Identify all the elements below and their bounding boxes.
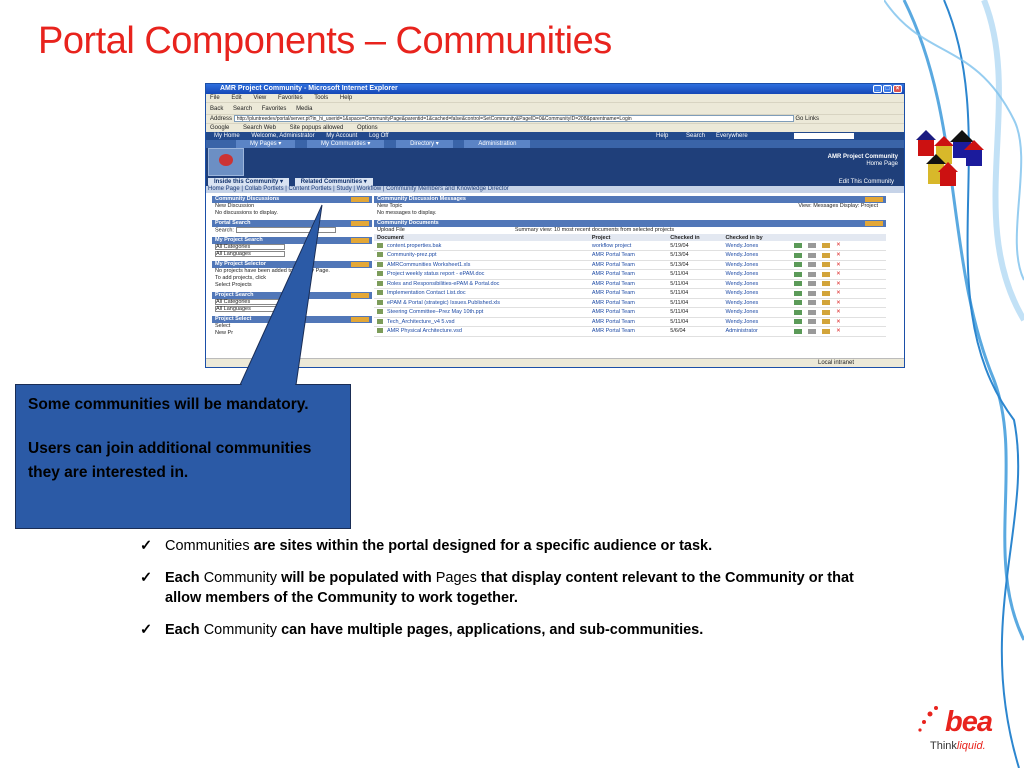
checkmark-icon: ✓ (140, 538, 153, 554)
document-name-cell[interactable]: ePAM & Portal (strategic) Issues.Published.xls (374, 298, 589, 308)
checked-in-by-cell[interactable]: Administrator (722, 327, 791, 337)
portlet-head: My Project Selector (212, 261, 372, 268)
bullet-text: Communities (165, 538, 250, 554)
document-name-cell[interactable]: Tech_Architecture_v4 5.vsd (374, 317, 589, 327)
bullet-text: are sites within the portal designed for a specific audience or task. (249, 538, 713, 554)
document-name-cell[interactable]: Implementation Contact List.doc (374, 289, 589, 299)
column-header[interactable]: Checked in by (722, 234, 791, 241)
delete-icon[interactable]: ✕ (836, 309, 841, 316)
edit-community-link[interactable]: Edit This Community (838, 179, 894, 185)
document-name-cell[interactable]: content.properties.bak (374, 241, 589, 251)
checked-in-cell: 5/13/04 (667, 251, 722, 261)
bea-tagline: Thinkliquid. (930, 740, 986, 752)
portlet-head: Portal Search (212, 220, 372, 227)
messages-portlet-head: Community Discussion Messages (374, 196, 886, 203)
document-name-cell[interactable]: AMR Physical Architecture.vsd (374, 327, 589, 337)
project-cell[interactable]: AMR Portal Team (589, 317, 667, 327)
column-header[interactable]: Project (589, 234, 667, 241)
project-cell[interactable]: AMR Portal Team (589, 251, 667, 261)
documents-portlet-head: Community Documents (374, 220, 886, 227)
checked-in-cell: 5/6/04 (667, 327, 722, 337)
bullet-text: Community (199, 622, 282, 638)
category-select[interactable]: All Categories (215, 299, 285, 305)
project-cell[interactable]: AMR Portal Team (589, 279, 667, 289)
checked-in-by-cell[interactable]: Wendy.Jones (722, 270, 791, 280)
project-cell[interactable]: AMR Portal Team (589, 308, 667, 318)
select-projects-link[interactable]: Select Projects (215, 282, 252, 288)
delete-icon[interactable]: ✕ (836, 328, 841, 335)
project-cell[interactable]: AMR Portal Team (589, 270, 667, 280)
document-name-cell[interactable]: Project weekly status report - ePAM.doc (374, 270, 589, 280)
community-name: AMR Project Community (827, 154, 898, 160)
status-zone: Local intranet (818, 360, 855, 366)
checked-in-cell: 5/11/04 (667, 308, 722, 318)
community-page-name: Home Page (866, 161, 898, 167)
checked-in-cell: 5/11/04 (667, 298, 722, 308)
no-messages-text: No messages to display. (377, 210, 437, 216)
bullet-text: can have multiple pages, applications, and sub-communities. (281, 622, 704, 638)
column-header[interactable]: Checked in (667, 234, 722, 241)
go-button[interactable]: Go (795, 116, 804, 123)
no-discussions-text: No discussions to display. (215, 210, 278, 216)
delete-icon[interactable]: ✕ (836, 252, 841, 259)
menu-help[interactable]: Help (339, 95, 353, 101)
portlet-head: Community Discussions (212, 196, 372, 203)
bullet-item (140, 620, 880, 640)
delete-icon[interactable]: ✕ (836, 299, 841, 306)
bullet-list (140, 536, 880, 652)
delete-icon[interactable]: ✕ (836, 318, 841, 325)
new-discussion-link[interactable]: New Discussion (215, 203, 255, 209)
document-name-cell[interactable]: Steering Committee–Prez May 10th.ppt (374, 308, 589, 318)
project-cell[interactable]: AMR Portal Team (589, 327, 667, 337)
column-header[interactable]: Document (374, 234, 589, 241)
delete-icon[interactable]: ✕ (836, 242, 841, 249)
checked-in-cell: 5/13/04 (667, 260, 722, 270)
welcome-text: Welcome, Administrator (251, 133, 315, 139)
google-logo: Google (210, 125, 230, 131)
no-projects-text: No projects have been added to your My Page. (215, 268, 330, 274)
portlet-head: Project Select (212, 316, 372, 323)
upload-file-link[interactable]: Upload File Summary view: 10 most recent documents from selected projects (377, 227, 675, 233)
maximize-icon[interactable]: □ (883, 85, 892, 93)
checked-in-cell: 5/19/04 (667, 241, 722, 251)
checked-in-by-cell[interactable]: Wendy.Jones (722, 260, 791, 270)
checked-in-cell: 5/11/04 (667, 270, 722, 280)
search-scope[interactable]: Everywhere (716, 133, 748, 139)
language-select[interactable]: All Languages (215, 306, 285, 312)
delete-icon[interactable]: ✕ (836, 261, 841, 268)
new-topic-link[interactable]: New Topic View: Messages Display: Project (377, 203, 878, 209)
checked-in-by-cell[interactable]: Wendy.Jones (722, 279, 791, 289)
window-title: AMR Project Community - Microsoft Internet Explorer (220, 85, 398, 92)
menu-tools[interactable]: Tools (314, 95, 329, 101)
my-account-link[interactable]: My Account (326, 133, 358, 139)
nav-administration[interactable]: Administration (464, 140, 530, 148)
close-icon[interactable]: × (893, 85, 902, 93)
portlet-head: Project Search (212, 292, 372, 299)
slide-title: Portal Components – Communities (38, 20, 612, 62)
menu-edit[interactable]: Edit (231, 95, 242, 101)
checked-in-by-cell[interactable]: Wendy.Jones (722, 241, 791, 251)
log-off-link[interactable]: Log Off (368, 133, 389, 139)
menu-view[interactable]: View (253, 95, 267, 101)
project-cell[interactable]: AMR Portal Team (589, 260, 667, 270)
options-button[interactable]: Options (357, 125, 378, 131)
bullet-item (140, 568, 880, 608)
bullet-text: will be populated with (281, 570, 432, 586)
my-home-link[interactable]: My Home (214, 133, 240, 139)
menu-file[interactable]: File (210, 95, 220, 101)
back-button[interactable]: Back (210, 106, 224, 112)
category-select[interactable]: All Categories (215, 244, 285, 250)
bullet-item (140, 536, 880, 556)
links-label[interactable]: Links (805, 116, 820, 123)
checked-in-cell: 5/11/04 (667, 279, 722, 289)
project-cell[interactable]: AMR Portal Team (589, 289, 667, 299)
address-label: Address (210, 116, 233, 123)
bullet-text: Each (165, 622, 200, 638)
add-projects-text: To add projects, click (215, 275, 267, 281)
callout-line-join: Users can join additional communities they are interested in. (28, 440, 312, 481)
project-cell[interactable]: workflow project (589, 241, 667, 251)
search-button[interactable]: Search (233, 106, 253, 112)
page-subtabs[interactable]: Home Page | Collab Portlets | Content Portlets | Study | Workflow | Community Members and Knowledge Director (206, 186, 904, 193)
nav-my-pages[interactable]: My Pages ▾ (236, 140, 295, 148)
bullet-text: that display content relevant to the Community or that allow members of the Community to work together. (165, 570, 854, 606)
delete-icon[interactable]: ✕ (836, 271, 841, 278)
search-web-button[interactable]: Search Web (243, 125, 276, 131)
checkmark-icon: ✓ (140, 570, 153, 586)
tab-related-communities[interactable]: Related Communities ▾ (295, 178, 373, 186)
checked-in-by-cell[interactable]: Wendy.Jones (722, 298, 791, 308)
search-label: Search (686, 133, 706, 139)
delete-icon[interactable]: ✕ (836, 290, 841, 297)
callout-line-mandatory: Some communities will be mandatory. (28, 396, 309, 413)
nav-my-communities[interactable]: My Communities ▾ (307, 140, 384, 148)
language-select[interactable]: All Languages (215, 251, 285, 257)
document-name-cell[interactable]: Roles and Responsibilities-ePAM & Portal.doc (374, 279, 589, 289)
document-name-cell[interactable]: AMRCommunities Worksheet1.xls (374, 260, 589, 270)
project-select-item[interactable]: New Pr (215, 330, 234, 336)
callout-text (28, 393, 346, 505)
bea-wordmark: bea (945, 706, 992, 738)
checked-in-by-cell[interactable]: Wendy.Jones (722, 317, 791, 327)
project-cell[interactable]: AMR Portal Team (589, 298, 667, 308)
help-link[interactable]: Help (656, 133, 669, 139)
checkmark-icon: ✓ (140, 622, 153, 638)
portal-search-label: Search: (212, 227, 372, 234)
document-name-cell[interactable]: Community-prez.ppt (374, 251, 589, 261)
checked-in-by-cell[interactable]: Wendy.Jones (722, 251, 791, 261)
delete-icon[interactable]: ✕ (836, 280, 841, 287)
media-button[interactable]: Media (296, 106, 313, 112)
nav-directory[interactable]: Directory ▾ (396, 140, 453, 148)
minimize-icon[interactable]: _ (873, 85, 882, 93)
favorites-button[interactable]: Favorites (261, 106, 287, 112)
checked-in-by-cell[interactable]: Wendy.Jones (722, 289, 791, 299)
popups-label: Site popups allowed (289, 125, 344, 131)
checked-in-cell: 5/11/04 (667, 289, 722, 299)
address-input[interactable]: http://pluntreedev/portal/server.pt?in_hi_userid=1&space=CommunityPage&parentid=1&cached=false&control=SetCommunity&PageID=0&CommunityID=208&parentname=Login (234, 115, 794, 122)
bullet-text: Each (165, 570, 200, 586)
bullet-text: Pages (431, 570, 481, 586)
menu-favorites[interactable]: Favorites (277, 95, 303, 101)
project-select-item[interactable]: Select (215, 323, 231, 329)
portlet-head: My Project Search (212, 237, 372, 244)
tab-inside-community[interactable]: Inside this Community ▾ (208, 178, 289, 186)
checked-in-by-cell[interactable]: Wendy.Jones (722, 308, 791, 318)
bullet-text: Community (199, 570, 282, 586)
checked-in-cell: 5/11/04 (667, 317, 722, 327)
